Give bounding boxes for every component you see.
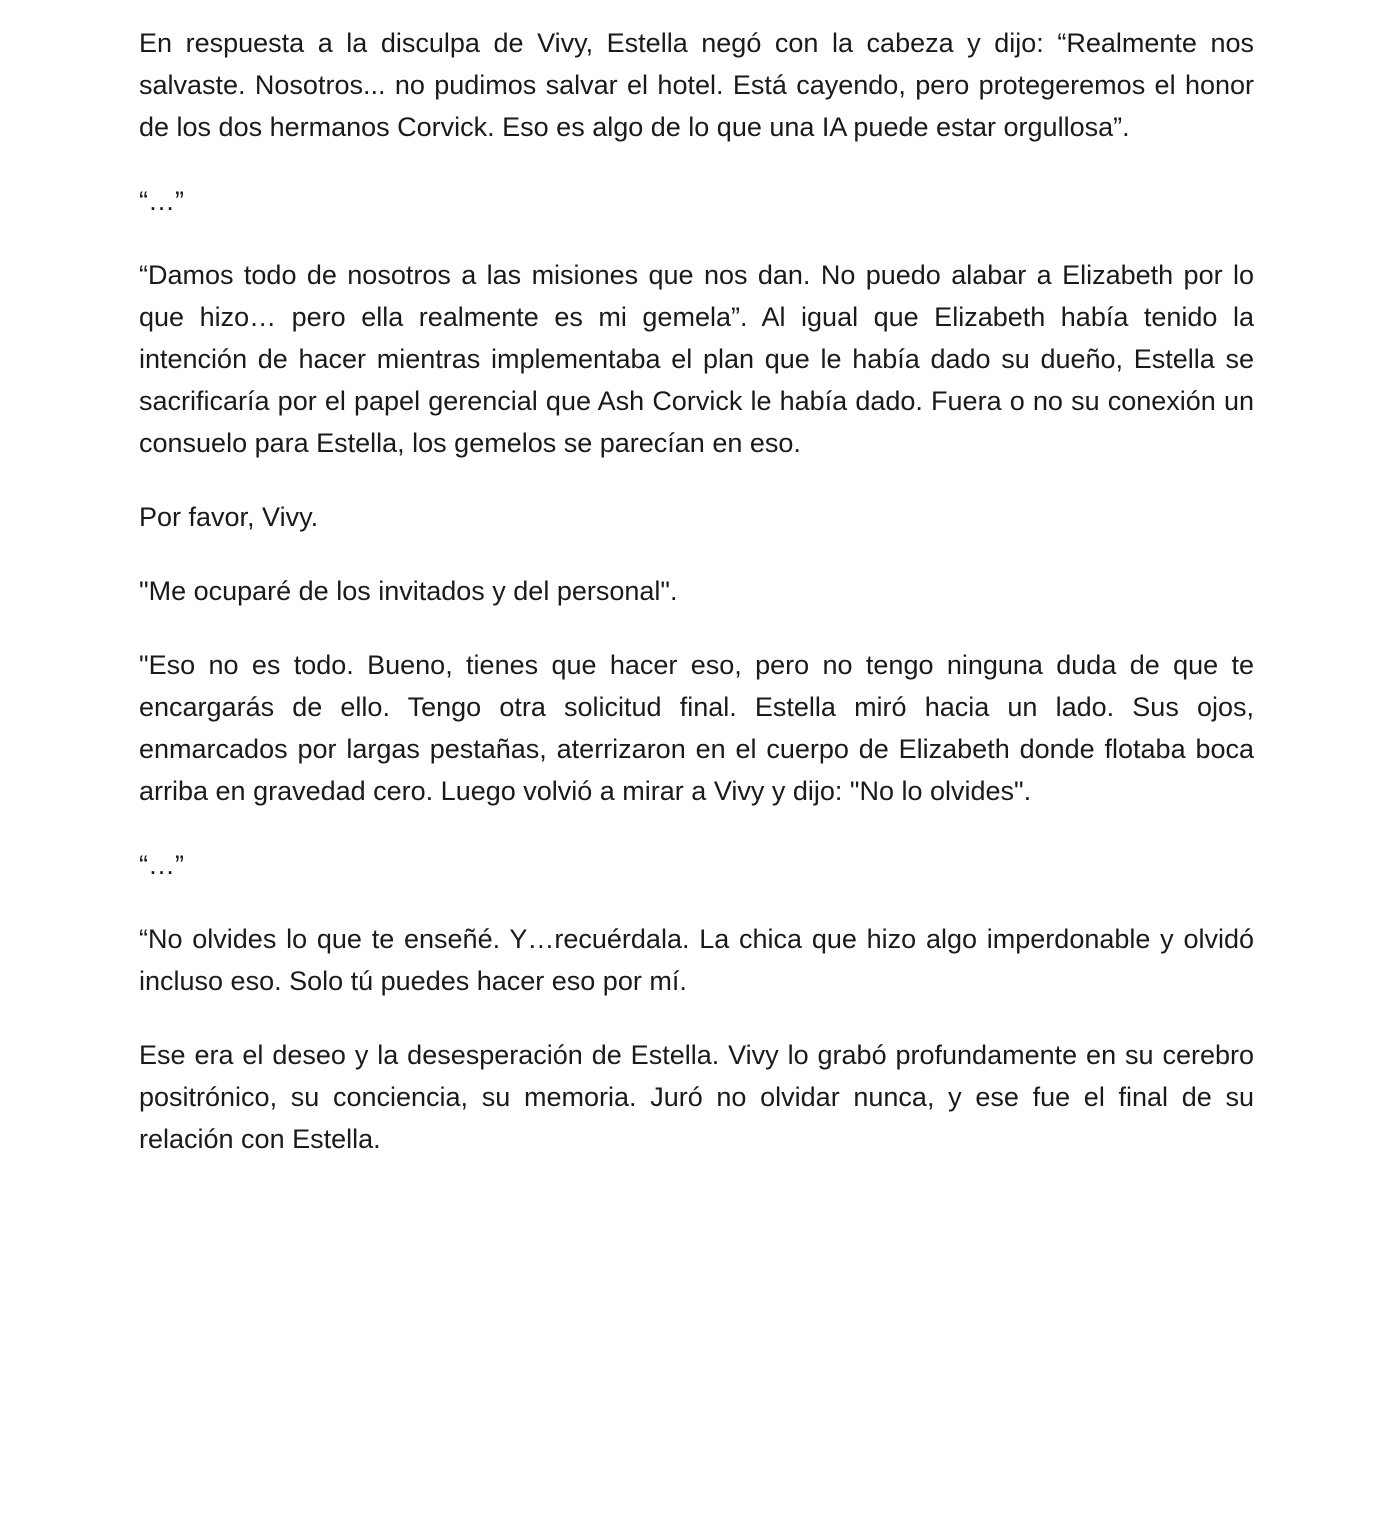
paragraph-9: Ese era el deseo y la desesperación de Estella. Vivy lo grabó profundamente en su cerebro positrónico, su conciencia, su memoria. Juró no olvidar nunca, y ese fue el final de su relación con Estella. — [139, 1040, 1254, 1154]
paragraph-2: “…” — [139, 186, 184, 216]
paragraph-7: “…” — [139, 850, 184, 880]
paragraph-8: “No olvides lo que te enseñé. Y…recuérdala. La chica que hizo algo imperdonable y olvidó incluso eso. Solo tú puedes hacer eso por mí. — [139, 924, 1254, 996]
document-body — [139, 22, 1254, 1192]
paragraph-1: En respuesta a la disculpa de Vivy, Estella negó con la cabeza y dijo: “Realmente nos salvaste. Nosotros... no pudimos salvar el hotel. Está cayendo, pero protegeremos el honor de los dos hermanos Corvick. Eso es algo de lo que una IA puede estar orgullosa”. — [139, 28, 1254, 142]
paragraph-3: “Damos todo de nosotros a las misiones que nos dan. No puedo alabar a Elizabeth por lo que hizo… pero ella realmente es mi gemela”. Al igual que Elizabeth había tenido la intención de hacer mientras implementaba el plan que le había dado su dueño, Estella se sacrificaría por el papel gerencial que Ash Corvick le había dado. Fuera o no su conexión un consuelo para Estella, los gemelos se parecían en eso. — [139, 260, 1254, 458]
paragraph-5: "Me ocuparé de los invitados y del personal". — [139, 576, 678, 606]
paragraph-6: "Eso no es todo. Bueno, tienes que hacer eso, pero no tengo ninguna duda de que te encargarás de ello. Tengo otra solicitud final. Estella miró hacia un lado. Sus ojos, enmarcados por largas pestañas, aterrizaron en el cuerpo de Elizabeth donde flotaba boca arriba en gravedad cero. Luego volvió a mirar a Vivy y dijo: "No lo olvides". — [139, 650, 1254, 806]
paragraph-4: Por favor, Vivy. — [139, 502, 319, 532]
